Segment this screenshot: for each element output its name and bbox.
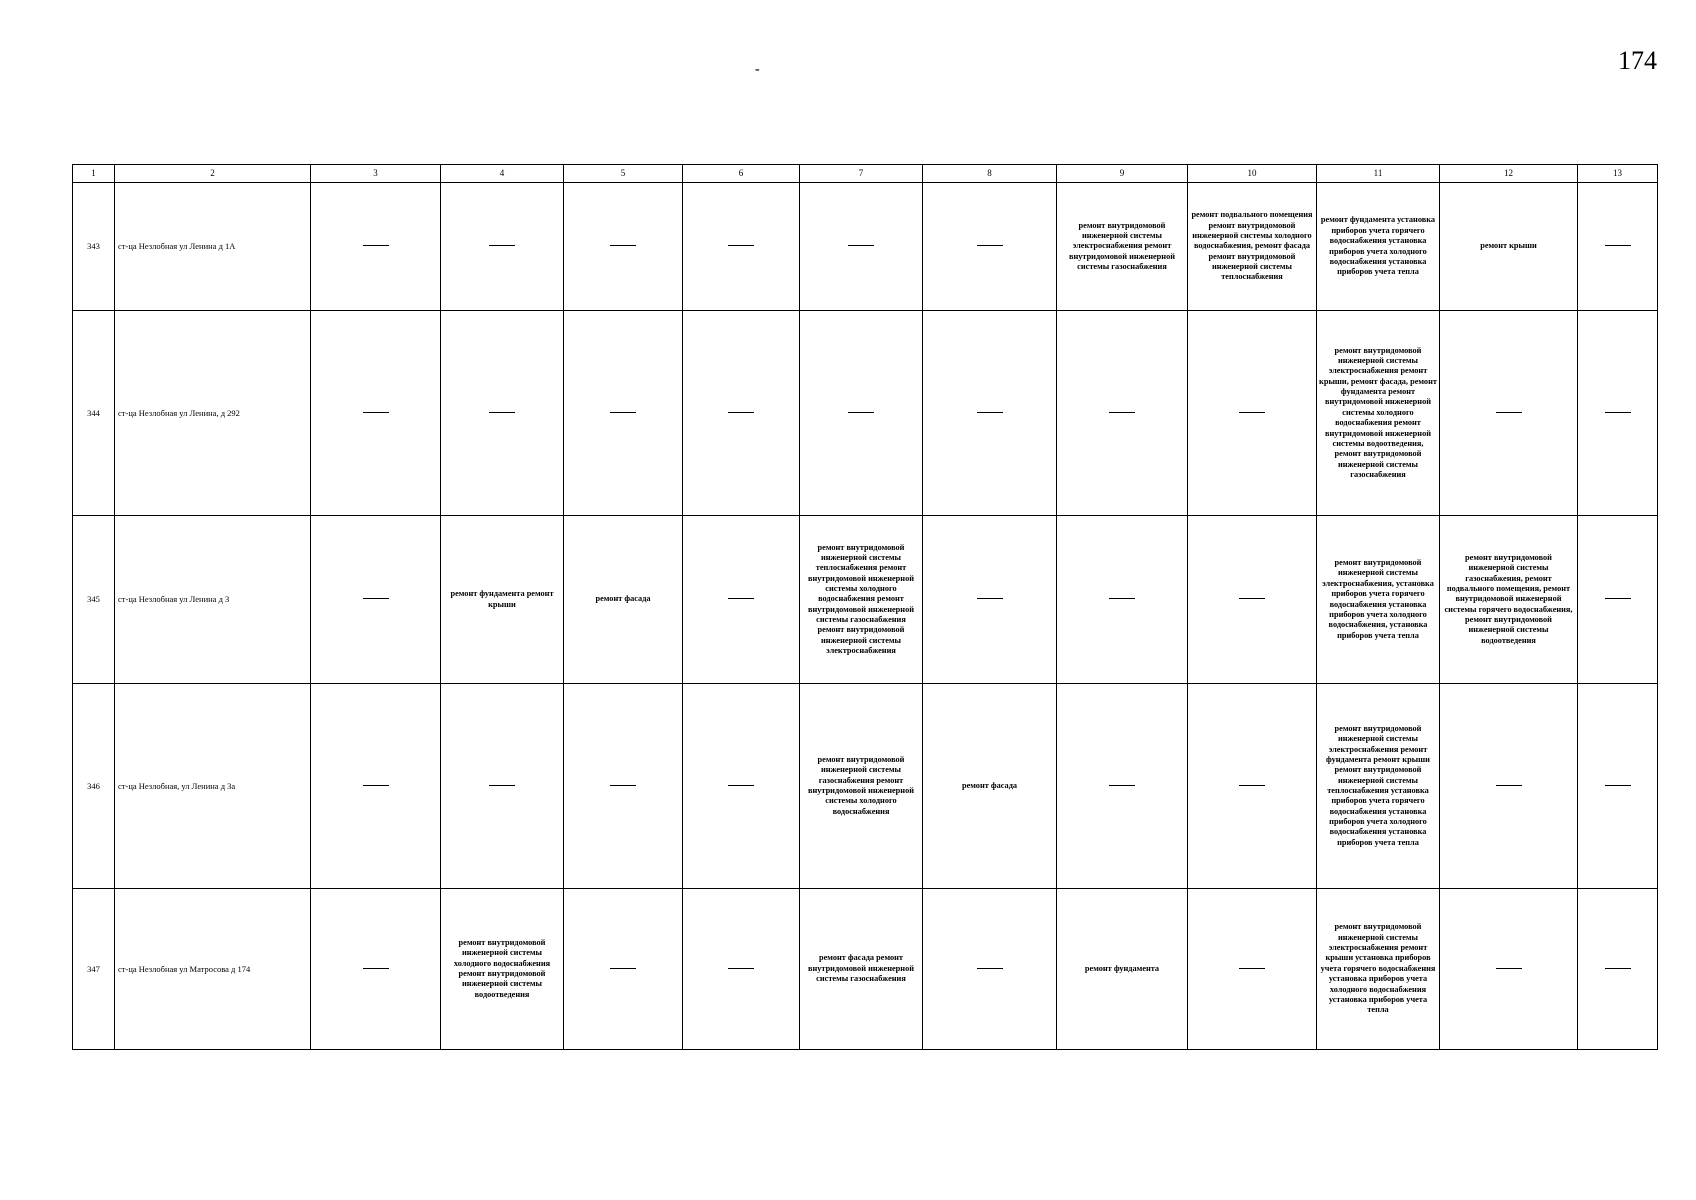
col-header: 8 <box>923 165 1057 183</box>
empty-dash-cell <box>311 183 441 311</box>
empty-dash-cell <box>441 183 564 311</box>
empty-dash-cell <box>564 889 683 1050</box>
dash-mark <box>1239 412 1265 414</box>
col-header: 7 <box>800 165 923 183</box>
empty-dash-cell <box>923 183 1057 311</box>
address-cell: ст-ца Незлобная ул Матросова д 174 <box>115 889 311 1050</box>
dash-mark <box>610 968 636 970</box>
dash-mark <box>977 598 1003 600</box>
dash-mark <box>489 785 515 787</box>
dash-mark <box>1496 412 1522 414</box>
empty-dash-cell <box>683 684 800 889</box>
table-row <box>73 516 1658 684</box>
dash-mark <box>728 412 754 414</box>
work-description-cell: ремонт подвального помещения ремонт внутридомовой инженерной системы холодного водоснабжения, ремонт фасада ремонт внутридомовой инженерной системы теплоснабжения <box>1188 183 1317 311</box>
empty-dash-cell <box>1188 684 1317 889</box>
dash-mark <box>1239 968 1265 970</box>
dash-mark <box>728 785 754 787</box>
col-header: 4 <box>441 165 564 183</box>
empty-dash-cell <box>923 311 1057 516</box>
address-cell: ст-ца Незлобная ул Ленина, д 292 <box>115 311 311 516</box>
address-cell: ст-ца Незлобная ул Ленина д 3 <box>115 516 311 684</box>
empty-dash-cell <box>564 684 683 889</box>
dash-mark <box>848 412 874 414</box>
dash-mark <box>1239 598 1265 600</box>
empty-dash-cell <box>800 183 923 311</box>
empty-dash-cell <box>923 889 1057 1050</box>
col-header: 13 <box>1578 165 1658 183</box>
work-description-cell: ремонт фасада ремонт внутридомовой инженерной системы газоснабжения <box>800 889 923 1050</box>
dash-mark <box>363 412 389 414</box>
work-description-cell: ремонт внутридомовой инженерной системы электроснабжения ремонт крыши установка приборов учета горячего водоснабжения установка приборов учета холодного водоснабжения установка приборов учета тепла <box>1317 889 1440 1050</box>
col-header: 6 <box>683 165 800 183</box>
dash-mark <box>363 598 389 600</box>
empty-dash-cell <box>1057 516 1188 684</box>
dash-mark <box>610 245 636 247</box>
empty-dash-cell <box>564 311 683 516</box>
row-number: 347 <box>73 889 115 1050</box>
row-number: 344 <box>73 311 115 516</box>
empty-dash-cell <box>800 311 923 516</box>
dash-mark <box>1605 598 1631 600</box>
dash-mark <box>610 785 636 787</box>
dash-mark <box>728 245 754 247</box>
empty-dash-cell <box>311 516 441 684</box>
col-header: 1 <box>73 165 115 183</box>
row-number: 346 <box>73 684 115 889</box>
col-header: 3 <box>311 165 441 183</box>
empty-dash-cell <box>311 684 441 889</box>
table-row <box>73 183 1658 311</box>
dash-mark <box>848 245 874 247</box>
dash-mark <box>363 785 389 787</box>
empty-dash-cell <box>683 311 800 516</box>
dash-mark <box>977 412 1003 414</box>
empty-dash-cell <box>1188 516 1317 684</box>
dash-mark <box>1496 785 1522 787</box>
empty-dash-cell <box>1440 889 1578 1050</box>
empty-dash-cell <box>1578 311 1658 516</box>
work-description-cell: ремонт внутридомовой инженерной системы электроснабжения, установка приборов учета горячего водоснабжения установка приборов учета холодного водоснабжения, установка приборов учета тепла <box>1317 516 1440 684</box>
column-number-row <box>73 165 1658 183</box>
empty-dash-cell <box>311 311 441 516</box>
dash-mark <box>489 245 515 247</box>
table-row <box>73 889 1658 1050</box>
col-header: 10 <box>1188 165 1317 183</box>
dash-mark <box>1109 598 1135 600</box>
dash-mark <box>977 968 1003 970</box>
work-description-cell: ремонт фундамента ремонт крыши <box>441 516 564 684</box>
dash-mark <box>977 245 1003 247</box>
page-number: 174 <box>1618 46 1657 75</box>
address-cell: ст-ца Незлобная, ул Ленина д 3а <box>115 684 311 889</box>
dash-mark <box>363 968 389 970</box>
col-header: 12 <box>1440 165 1578 183</box>
work-description-cell: ремонт внутридомовой инженерной системы электроснабжения ремонт крыши, ремонт фасада, ремонт фундамента ремонт внутридомовой инженерной системы холодного водоснабжения ремонт внутридомовой инженерной системы водоотведения, ремонт внутридомовой инженерной системы газоснабжения <box>1317 311 1440 516</box>
dash-mark <box>489 412 515 414</box>
table-row <box>73 684 1658 889</box>
table-row <box>73 311 1658 516</box>
dash-mark <box>1239 785 1265 787</box>
col-header: 2 <box>115 165 311 183</box>
dash-mark <box>1605 785 1631 787</box>
empty-dash-cell <box>564 183 683 311</box>
col-header: 5 <box>564 165 683 183</box>
work-description-cell: ремонт фасада <box>564 516 683 684</box>
dash-mark <box>1496 968 1522 970</box>
empty-dash-cell <box>683 889 800 1050</box>
work-description-cell: ремонт внутридомовой инженерной системы электроснабжения ремонт фундамента ремонт крыши ремонт внутридомовой инженерной системы теплоснабжения установка приборов учета горячего водоснабжения установка приборов учета холодного водоснабжения установка приборов учета тепла <box>1317 684 1440 889</box>
empty-dash-cell <box>1188 889 1317 1050</box>
dash-mark <box>1605 412 1631 414</box>
dash-mark <box>728 968 754 970</box>
col-header: 9 <box>1057 165 1188 183</box>
dash-mark <box>728 598 754 600</box>
top-mark: - <box>755 62 760 77</box>
address-cell: ст-ца Незлобная ул Ленина д 1А <box>115 183 311 311</box>
empty-dash-cell <box>1057 684 1188 889</box>
work-description-cell: ремонт фасада <box>923 684 1057 889</box>
work-description-cell: ремонт внутридомовой инженерной системы газоснабжения, ремонт подвального помещения, ремонт внутридомовой инженерной системы горячего водоснабжения, ремонт внутридомовой инженерной системы водоотведения <box>1440 516 1578 684</box>
empty-dash-cell <box>923 516 1057 684</box>
work-description-cell: ремонт внутридомовой инженерной системы теплоснабжения ремонт внутридомовой инженерной системы холодного водоснабжения ремонт внутридомовой инженерной системы газоснабжения ремонт внутридомовой инженерной системы электроснабжения <box>800 516 923 684</box>
dash-mark <box>363 245 389 247</box>
work-description-cell: ремонт внутридомовой инженерной системы газоснабжения ремонт внутридомовой инженерной системы холодного водоснабжения <box>800 684 923 889</box>
repair-schedule-table <box>72 164 1658 1050</box>
empty-dash-cell <box>1440 684 1578 889</box>
dash-mark <box>610 412 636 414</box>
work-description-cell: ремонт внутридомовой инженерной системы холодного водоснабжения ремонт внутридомовой инженерной системы водоотведения <box>441 889 564 1050</box>
empty-dash-cell <box>1440 311 1578 516</box>
dash-mark <box>1109 785 1135 787</box>
empty-dash-cell <box>311 889 441 1050</box>
work-description-cell: ремонт внутридомовой инженерной системы электроснабжения ремонт внутридомовой инженерной системы газоснабжения <box>1057 183 1188 311</box>
empty-dash-cell <box>1057 311 1188 516</box>
col-header: 11 <box>1317 165 1440 183</box>
dash-mark <box>1605 968 1631 970</box>
work-description-cell: ремонт фундамента <box>1057 889 1188 1050</box>
work-description-cell: ремонт фундамента установка приборов учета горячего водоснабжения установка приборов учета холодного водоснабжения установка приборов учета тепла <box>1317 183 1440 311</box>
empty-dash-cell <box>1188 311 1317 516</box>
empty-dash-cell <box>441 311 564 516</box>
empty-dash-cell <box>1578 183 1658 311</box>
row-number: 345 <box>73 516 115 684</box>
work-description-cell: ремонт крыши <box>1440 183 1578 311</box>
empty-dash-cell <box>683 183 800 311</box>
empty-dash-cell <box>441 684 564 889</box>
dash-mark <box>1109 412 1135 414</box>
empty-dash-cell <box>1578 684 1658 889</box>
dash-mark <box>1605 245 1631 247</box>
row-number: 343 <box>73 183 115 311</box>
empty-dash-cell <box>1578 889 1658 1050</box>
empty-dash-cell <box>683 516 800 684</box>
empty-dash-cell <box>1578 516 1658 684</box>
